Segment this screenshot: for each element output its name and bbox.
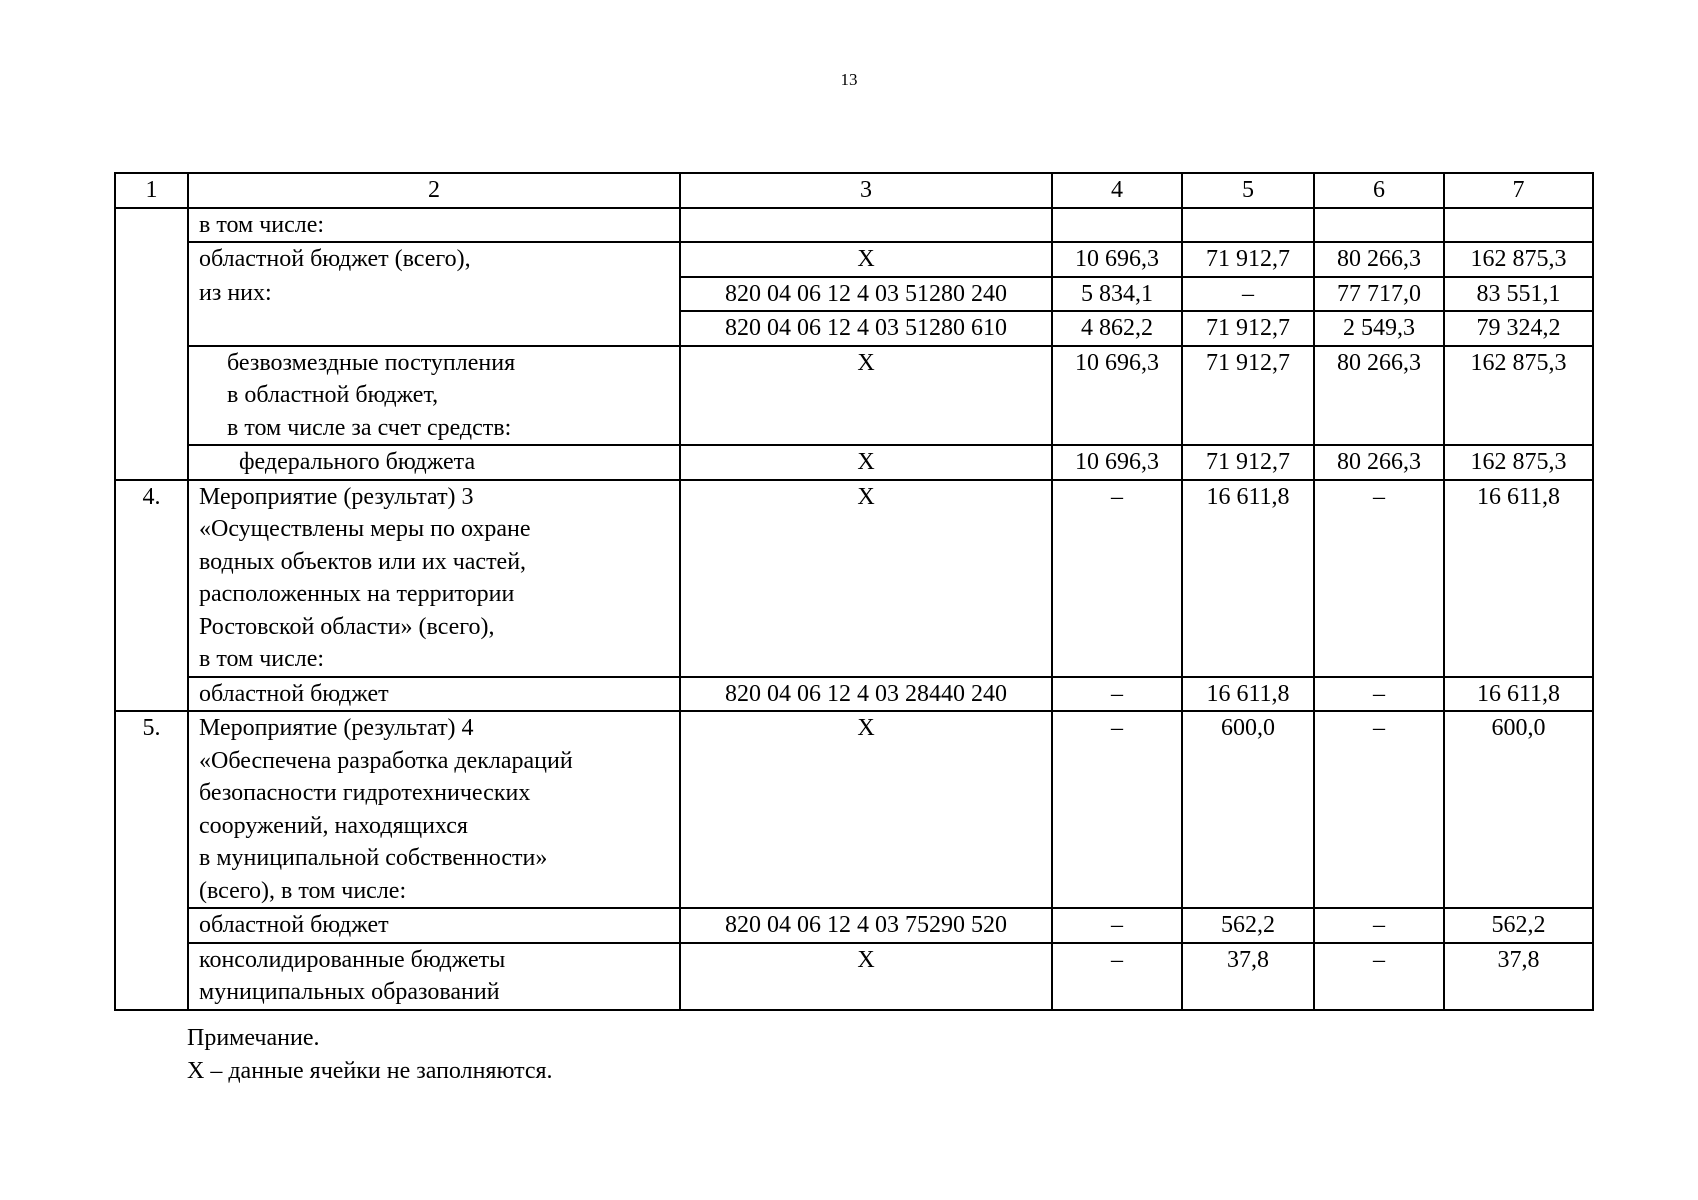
description-line: расположенных на территории <box>199 581 515 607</box>
row-description: областной бюджет <box>188 908 680 943</box>
value-cell: 71 912,7 <box>1182 346 1314 446</box>
description-line: Мероприятие (результат) 4 <box>199 715 474 741</box>
description-line: Мероприятие (результат) 3 <box>199 483 474 510</box>
page-number: 13 <box>840 70 858 89</box>
footnote <box>187 1022 553 1088</box>
table-row <box>115 480 1593 677</box>
budget-code: Х <box>680 480 1052 677</box>
column-header: 1 <box>115 173 188 208</box>
row-description: в том числе: <box>188 208 680 243</box>
value-cell <box>1444 208 1593 243</box>
column-header: 5 <box>1182 173 1314 208</box>
value-cell: 16 611,8 <box>1182 480 1314 677</box>
budget-code: Х <box>680 445 1052 480</box>
description-line: (всего), в том числе: <box>199 877 407 904</box>
budget-code: 820 04 06 12 4 03 51280 240 <box>680 277 1052 312</box>
value-cell: 71 912,7 <box>1182 445 1314 480</box>
budget-code: Х <box>680 242 1052 277</box>
value-cell: 562,2 <box>1182 908 1314 943</box>
column-header: 3 <box>680 173 1052 208</box>
budget-code: 820 04 06 12 4 03 75290 520 <box>680 908 1052 943</box>
value-cell <box>1182 208 1314 243</box>
description-line: Ростовской области» (всего), <box>199 613 495 640</box>
table-row <box>115 908 1593 943</box>
table-row <box>115 677 1593 712</box>
row-description <box>188 480 680 677</box>
value-cell: 71 912,7 <box>1182 311 1314 346</box>
row-description: областной бюджет <box>188 677 680 712</box>
table-row <box>115 277 1593 312</box>
table-row <box>115 311 1593 346</box>
value-cell: – <box>1052 480 1182 677</box>
column-header: 6 <box>1314 173 1444 208</box>
value-cell: 10 696,3 <box>1052 346 1182 446</box>
value-cell: 37,8 <box>1182 943 1314 1010</box>
description-line: в том числе за счет средств: <box>227 414 512 441</box>
description-line: водных объектов или их частей, <box>199 548 527 575</box>
value-cell: 16 611,8 <box>1182 677 1314 712</box>
value-cell: 71 912,7 <box>1182 242 1314 277</box>
row-description: федерального бюджета <box>188 445 680 480</box>
value-cell: 16 611,8 <box>1444 480 1593 677</box>
value-cell: 80 266,3 <box>1314 346 1444 446</box>
value-cell: 10 696,3 <box>1052 445 1182 480</box>
column-header: 7 <box>1444 173 1593 208</box>
budget-table <box>114 172 1594 1011</box>
value-cell <box>1052 208 1182 243</box>
value-cell: – <box>1052 677 1182 712</box>
table-header-row <box>115 173 1593 208</box>
row-description <box>188 346 680 446</box>
value-cell: – <box>1052 943 1182 1010</box>
row-number <box>115 208 188 480</box>
description-line: в том числе: <box>199 646 325 672</box>
budget-code: 820 04 06 12 4 03 51280 610 <box>680 311 1052 346</box>
value-cell: 79 324,2 <box>1444 311 1593 346</box>
description-line: муниципальных образований <box>199 979 500 1005</box>
value-cell: 77 717,0 <box>1314 277 1444 312</box>
value-cell: 37,8 <box>1444 943 1593 1010</box>
budget-code <box>680 208 1052 243</box>
budget-code: Х <box>680 711 1052 908</box>
row-description: областной бюджет (всего), <box>188 242 680 277</box>
value-cell: 10 696,3 <box>1052 242 1182 277</box>
value-cell: 562,2 <box>1444 908 1593 943</box>
row-description <box>188 711 680 908</box>
column-header: 2 <box>188 173 680 208</box>
budget-code: Х <box>680 943 1052 1010</box>
table-row <box>115 208 1593 243</box>
column-header: 4 <box>1052 173 1182 208</box>
value-cell: – <box>1314 480 1444 677</box>
row-number: 4. <box>115 480 188 712</box>
value-cell: 16 611,8 <box>1444 677 1593 712</box>
value-cell: 80 266,3 <box>1314 445 1444 480</box>
footnote-text: Х – данные ячейки не заполняются. <box>187 1058 553 1084</box>
value-cell <box>1314 208 1444 243</box>
description-line: безопасности гидротехнических <box>199 780 531 806</box>
value-cell: 5 834,1 <box>1052 277 1182 312</box>
value-cell: 162 875,3 <box>1444 242 1593 277</box>
budget-code: 820 04 06 12 4 03 28440 240 <box>680 677 1052 712</box>
value-cell: – <box>1314 943 1444 1010</box>
value-cell: 600,0 <box>1444 711 1593 908</box>
table-row <box>115 943 1593 1010</box>
table-row <box>115 346 1593 446</box>
description-line: в муниципальной собственности» <box>199 845 548 871</box>
description-line: безвозмездные поступления <box>227 349 516 376</box>
value-cell: 4 862,2 <box>1052 311 1182 346</box>
value-cell: 600,0 <box>1182 711 1314 908</box>
description-line: сооружений, находящихся <box>199 812 468 839</box>
description-line: «Осуществлены меры по охране <box>199 516 531 542</box>
row-number: 5. <box>115 711 188 1010</box>
description-line: «Обеспечена разработка деклараций <box>199 747 573 774</box>
value-cell: 80 266,3 <box>1314 242 1444 277</box>
table-row <box>115 711 1593 908</box>
value-cell: 2 549,3 <box>1314 311 1444 346</box>
value-cell: 162 875,3 <box>1444 445 1593 480</box>
value-cell: – <box>1052 711 1182 908</box>
value-cell: – <box>1314 677 1444 712</box>
value-cell: – <box>1314 711 1444 908</box>
description-line: в областной бюджет, <box>227 382 439 408</box>
description-line: консолидированные бюджеты <box>199 946 506 973</box>
row-description: из них: <box>188 277 680 312</box>
value-cell: – <box>1182 277 1314 312</box>
table-row <box>115 445 1593 480</box>
value-cell: – <box>1314 908 1444 943</box>
value-cell: – <box>1052 908 1182 943</box>
value-cell: 162 875,3 <box>1444 346 1593 446</box>
budget-code: Х <box>680 346 1052 446</box>
table-row <box>115 242 1593 277</box>
row-description <box>188 311 680 346</box>
value-cell: 83 551,1 <box>1444 277 1593 312</box>
footnote-title: Примечание. <box>187 1025 320 1051</box>
row-description <box>188 943 680 1010</box>
